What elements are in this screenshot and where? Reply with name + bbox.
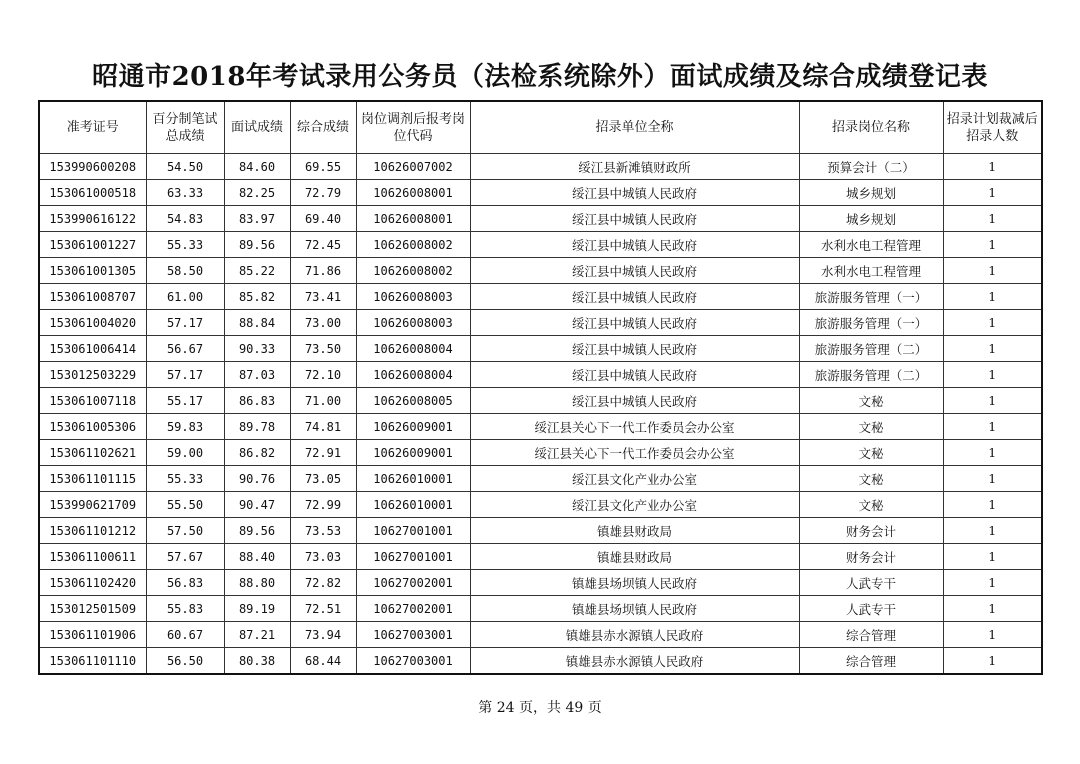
written-score-cell: 59.00	[146, 440, 224, 466]
exam-number-cell: 153061004020	[39, 310, 146, 336]
written-score-cell: 57.50	[146, 518, 224, 544]
unit-name-cell: 镇雄县场坝镇人民政府	[470, 596, 799, 622]
position-code-cell: 10626010001	[356, 466, 470, 492]
position-name-cell: 人武专干	[799, 570, 943, 596]
unit-name-cell: 绥江县中城镇人民政府	[470, 362, 799, 388]
table-row	[39, 622, 1042, 648]
total-score-cell: 73.03	[290, 544, 356, 570]
position-name-cell: 水利水电工程管理	[799, 232, 943, 258]
document-title: 昭通市2018年考试录用公务员（法检系统除外）面试成绩及综合成绩登记表	[92, 62, 988, 92]
interview-score-cell: 84.60	[224, 154, 290, 180]
table-row	[39, 154, 1042, 180]
position-code-cell: 10626008002	[356, 232, 470, 258]
total-score-cell: 73.50	[290, 336, 356, 362]
table-row	[39, 440, 1042, 466]
interview-score-cell: 85.82	[224, 284, 290, 310]
interview-score-cell: 88.84	[224, 310, 290, 336]
unit-name-cell: 绥江县中城镇人民政府	[470, 284, 799, 310]
table-row	[39, 232, 1042, 258]
position-code-cell: 10627001001	[356, 518, 470, 544]
hire-count-cell: 1	[943, 206, 1042, 232]
position-name-cell: 文秘	[799, 440, 943, 466]
position-name-cell: 旅游服务管理（一）	[799, 284, 943, 310]
position-name-cell: 水利水电工程管理	[799, 258, 943, 284]
position-code-cell: 10626008005	[356, 388, 470, 414]
total-score-cell: 71.00	[290, 388, 356, 414]
position-code-cell: 10626008004	[356, 362, 470, 388]
position-code-cell: 10626008001	[356, 180, 470, 206]
position-code-cell: 10627002001	[356, 570, 470, 596]
total-score-cell: 74.81	[290, 414, 356, 440]
interview-score-cell: 90.47	[224, 492, 290, 518]
written-score-cell: 59.83	[146, 414, 224, 440]
hire-count-cell: 1	[943, 180, 1042, 206]
interview-score-cell: 90.33	[224, 336, 290, 362]
written-score-cell: 56.50	[146, 648, 224, 675]
unit-name-cell: 绥江县关心下一代工作委员会办公室	[470, 440, 799, 466]
table-row	[39, 206, 1042, 232]
interview-score-cell: 87.03	[224, 362, 290, 388]
interview-score-cell: 85.22	[224, 258, 290, 284]
position-name-cell: 城乡规划	[799, 180, 943, 206]
exam-number-cell: 153061001227	[39, 232, 146, 258]
exam-number-cell: 153990621709	[39, 492, 146, 518]
written-score-cell: 57.67	[146, 544, 224, 570]
interview-score-cell: 88.40	[224, 544, 290, 570]
hire-count-cell: 1	[943, 362, 1042, 388]
exam-number-cell: 153061101212	[39, 518, 146, 544]
header-hire-count: 招录计划裁减后招录人数	[943, 101, 1042, 154]
interview-score-cell: 86.82	[224, 440, 290, 466]
exam-number-cell: 153061101115	[39, 466, 146, 492]
total-score-cell: 71.86	[290, 258, 356, 284]
position-name-cell: 综合管理	[799, 648, 943, 675]
total-score-cell: 73.94	[290, 622, 356, 648]
exam-number-cell: 153061008707	[39, 284, 146, 310]
position-code-cell: 10626010001	[356, 492, 470, 518]
header-position-code: 岗位调剂后报考岗位代码	[356, 101, 470, 154]
header-total-score: 综合成绩	[290, 101, 356, 154]
position-name-cell: 旅游服务管理（二）	[799, 362, 943, 388]
written-score-cell: 63.33	[146, 180, 224, 206]
table-row	[39, 492, 1042, 518]
written-score-cell: 54.50	[146, 154, 224, 180]
position-code-cell: 10626008003	[356, 284, 470, 310]
total-score-cell: 69.55	[290, 154, 356, 180]
table-row	[39, 336, 1042, 362]
interview-score-cell: 90.76	[224, 466, 290, 492]
interview-score-cell: 80.38	[224, 648, 290, 675]
exam-number-cell: 153061101906	[39, 622, 146, 648]
header-interview-score: 面试成绩	[224, 101, 290, 154]
hire-count-cell: 1	[943, 232, 1042, 258]
written-score-cell: 55.83	[146, 596, 224, 622]
total-score-cell: 69.40	[290, 206, 356, 232]
total-score-cell: 72.99	[290, 492, 356, 518]
position-code-cell: 10627002001	[356, 596, 470, 622]
total-score-cell: 73.00	[290, 310, 356, 336]
total-score-cell: 73.53	[290, 518, 356, 544]
written-score-cell: 55.33	[146, 232, 224, 258]
total-score-cell: 72.91	[290, 440, 356, 466]
header-exam-number: 准考证号	[39, 101, 146, 154]
unit-name-cell: 镇雄县财政局	[470, 544, 799, 570]
exam-number-cell: 153061006414	[39, 336, 146, 362]
written-score-cell: 57.17	[146, 362, 224, 388]
unit-name-cell: 镇雄县场坝镇人民政府	[470, 570, 799, 596]
table-row	[39, 180, 1042, 206]
score-table	[38, 100, 1043, 675]
position-code-cell: 10626008001	[356, 206, 470, 232]
total-score-cell: 73.05	[290, 466, 356, 492]
position-name-cell: 财务会计	[799, 544, 943, 570]
total-score-cell: 72.79	[290, 180, 356, 206]
hire-count-cell: 1	[943, 440, 1042, 466]
exam-number-cell: 153061000518	[39, 180, 146, 206]
table-row	[39, 310, 1042, 336]
interview-score-cell: 89.56	[224, 232, 290, 258]
unit-name-cell: 绥江县关心下一代工作委员会办公室	[470, 414, 799, 440]
written-score-cell: 57.17	[146, 310, 224, 336]
total-score-cell: 72.51	[290, 596, 356, 622]
position-name-cell: 综合管理	[799, 622, 943, 648]
position-code-cell: 10626008002	[356, 258, 470, 284]
unit-name-cell: 绥江县中城镇人民政府	[470, 310, 799, 336]
table-row	[39, 388, 1042, 414]
position-code-cell: 10626008003	[356, 310, 470, 336]
hire-count-cell: 1	[943, 466, 1042, 492]
interview-score-cell: 89.19	[224, 596, 290, 622]
interview-score-cell: 83.97	[224, 206, 290, 232]
table-row	[39, 258, 1042, 284]
position-code-cell: 10626009001	[356, 414, 470, 440]
written-score-cell: 58.50	[146, 258, 224, 284]
position-name-cell: 文秘	[799, 414, 943, 440]
hire-count-cell: 1	[943, 596, 1042, 622]
unit-name-cell: 绥江县文化产业办公室	[470, 466, 799, 492]
total-score-cell: 73.41	[290, 284, 356, 310]
unit-name-cell: 绥江县中城镇人民政府	[470, 336, 799, 362]
table-row	[39, 596, 1042, 622]
exam-number-cell: 153061001305	[39, 258, 146, 284]
hire-count-cell: 1	[943, 648, 1042, 675]
exam-number-cell: 153012503229	[39, 362, 146, 388]
hire-count-cell: 1	[943, 154, 1042, 180]
exam-number-cell: 153061101110	[39, 648, 146, 675]
interview-score-cell: 87.21	[224, 622, 290, 648]
table-row	[39, 284, 1042, 310]
position-name-cell: 城乡规划	[799, 206, 943, 232]
hire-count-cell: 1	[943, 414, 1042, 440]
interview-score-cell: 89.56	[224, 518, 290, 544]
total-score-cell: 72.45	[290, 232, 356, 258]
written-score-cell: 55.33	[146, 466, 224, 492]
exam-number-cell: 153061100611	[39, 544, 146, 570]
header-written-score: 百分制笔试总成绩	[146, 101, 224, 154]
table-row	[39, 466, 1042, 492]
written-score-cell: 56.83	[146, 570, 224, 596]
hire-count-cell: 1	[943, 336, 1042, 362]
interview-score-cell: 89.78	[224, 414, 290, 440]
hire-count-cell: 1	[943, 388, 1042, 414]
table-header-row	[39, 101, 1042, 154]
written-score-cell: 61.00	[146, 284, 224, 310]
total-score-cell: 72.82	[290, 570, 356, 596]
unit-name-cell: 绥江县中城镇人民政府	[470, 180, 799, 206]
position-name-cell: 旅游服务管理（二）	[799, 336, 943, 362]
unit-name-cell: 绥江县文化产业办公室	[470, 492, 799, 518]
unit-name-cell: 绥江县新滩镇财政所	[470, 154, 799, 180]
position-name-cell: 旅游服务管理（一）	[799, 310, 943, 336]
position-code-cell: 10627003001	[356, 648, 470, 675]
written-score-cell: 55.17	[146, 388, 224, 414]
unit-name-cell: 绥江县中城镇人民政府	[470, 206, 799, 232]
hire-count-cell: 1	[943, 570, 1042, 596]
hire-count-cell: 1	[943, 622, 1042, 648]
exam-number-cell: 153061007118	[39, 388, 146, 414]
exam-number-cell: 153012501509	[39, 596, 146, 622]
table-row	[39, 518, 1042, 544]
hire-count-cell: 1	[943, 492, 1042, 518]
page-number: 第 24 页，共 49 页	[478, 700, 602, 716]
hire-count-cell: 1	[943, 258, 1042, 284]
table-row	[39, 362, 1042, 388]
written-score-cell: 54.83	[146, 206, 224, 232]
exam-number-cell: 153061102621	[39, 440, 146, 466]
position-code-cell: 10627001001	[356, 544, 470, 570]
hire-count-cell: 1	[943, 284, 1042, 310]
written-score-cell: 56.67	[146, 336, 224, 362]
position-code-cell: 10626008004	[356, 336, 470, 362]
exam-number-cell: 153990616122	[39, 206, 146, 232]
position-code-cell: 10627003001	[356, 622, 470, 648]
unit-name-cell: 镇雄县赤水源镇人民政府	[470, 622, 799, 648]
table-row	[39, 414, 1042, 440]
hire-count-cell: 1	[943, 310, 1042, 336]
position-name-cell: 财务会计	[799, 518, 943, 544]
table-row	[39, 648, 1042, 675]
position-code-cell: 10626009001	[356, 440, 470, 466]
table-row	[39, 570, 1042, 596]
header-position-name: 招录岗位名称	[799, 101, 943, 154]
unit-name-cell: 镇雄县赤水源镇人民政府	[470, 648, 799, 675]
unit-name-cell: 绥江县中城镇人民政府	[470, 388, 799, 414]
position-code-cell: 10626007002	[356, 154, 470, 180]
unit-name-cell: 绥江县中城镇人民政府	[470, 258, 799, 284]
total-score-cell: 72.10	[290, 362, 356, 388]
position-name-cell: 文秘	[799, 492, 943, 518]
hire-count-cell: 1	[943, 544, 1042, 570]
position-name-cell: 人武专干	[799, 596, 943, 622]
exam-number-cell: 153061102420	[39, 570, 146, 596]
exam-number-cell: 153061005306	[39, 414, 146, 440]
unit-name-cell: 镇雄县财政局	[470, 518, 799, 544]
written-score-cell: 60.67	[146, 622, 224, 648]
total-score-cell: 68.44	[290, 648, 356, 675]
interview-score-cell: 88.80	[224, 570, 290, 596]
interview-score-cell: 86.83	[224, 388, 290, 414]
header-unit-name: 招录单位全称	[470, 101, 799, 154]
unit-name-cell: 绥江县中城镇人民政府	[470, 232, 799, 258]
exam-number-cell: 153990600208	[39, 154, 146, 180]
position-name-cell: 文秘	[799, 388, 943, 414]
written-score-cell: 55.50	[146, 492, 224, 518]
interview-score-cell: 82.25	[224, 180, 290, 206]
position-name-cell: 预算会计（二）	[799, 154, 943, 180]
hire-count-cell: 1	[943, 518, 1042, 544]
table-row	[39, 544, 1042, 570]
position-name-cell: 文秘	[799, 466, 943, 492]
